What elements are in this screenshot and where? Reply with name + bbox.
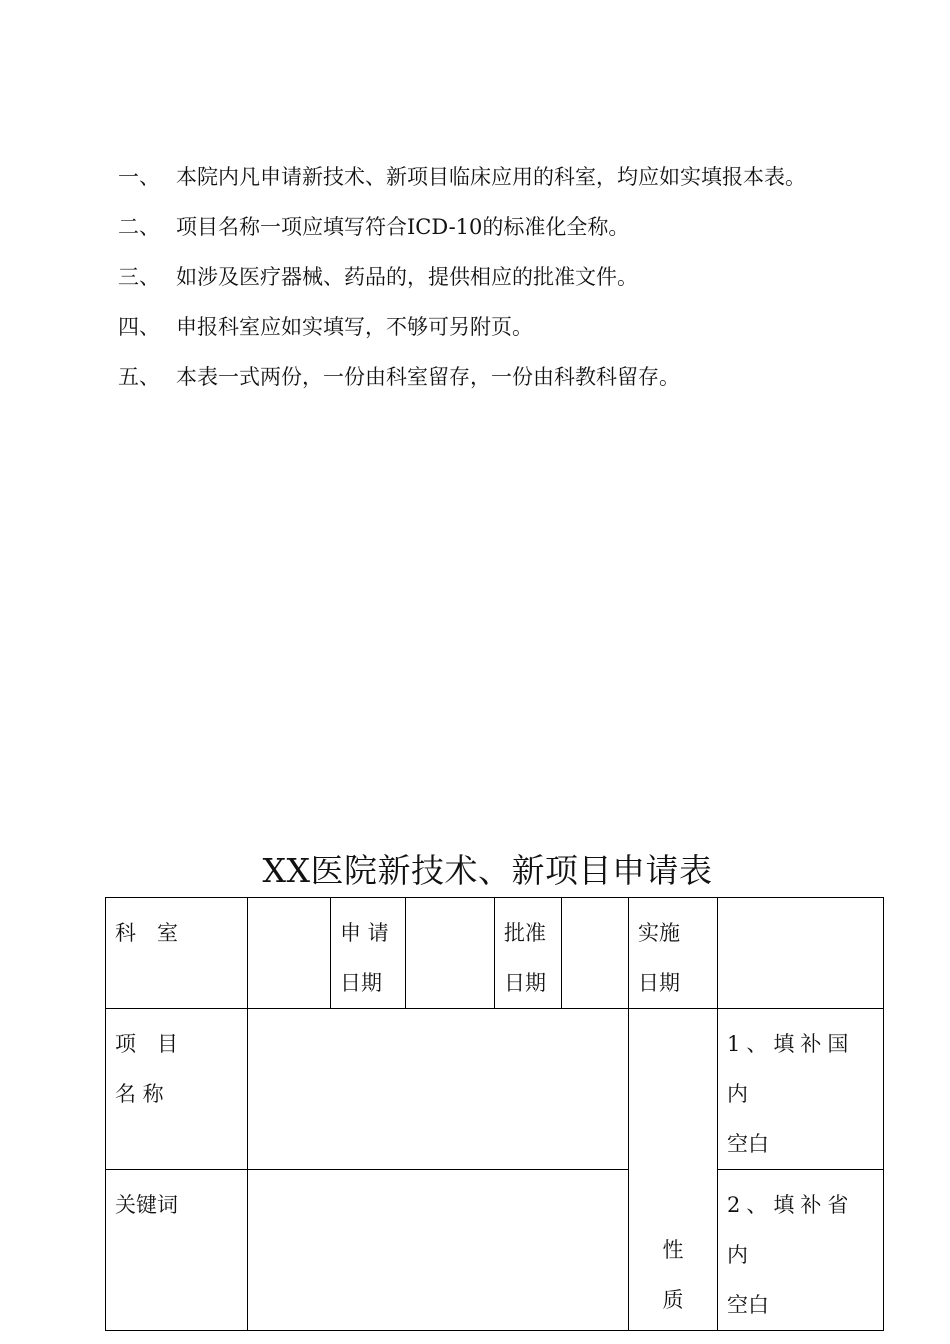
form-row-keywords: [106, 1170, 884, 1331]
instructions-list: [118, 152, 858, 402]
instruction-text: 本院内凡申请新技术、新项目临床应用的科室，均应如实填报本表。: [176, 165, 806, 189]
approve-date-field[interactable]: [562, 898, 629, 1009]
nature-option-1-line1: 1、填补国内: [727, 1032, 855, 1106]
instruction-number: 二、: [118, 215, 160, 239]
form-row-dates: [106, 898, 884, 1009]
instruction-text: 本表一式两份，一份由科室留存，一份由科教科留存。: [176, 365, 680, 389]
nature-option-2-line2: 空白: [727, 1293, 769, 1317]
project-name-field[interactable]: [248, 1009, 629, 1170]
instruction-number: 五、: [118, 365, 160, 389]
apply-date-label-cell: [331, 898, 406, 1009]
nature-label-line1: 性: [662, 1238, 684, 1262]
impl-date-label-cell: [629, 898, 718, 1009]
project-name-label-line2: 名 称: [115, 1082, 164, 1106]
instruction-item: [118, 152, 858, 202]
instruction-item: [118, 252, 858, 302]
apply-date-label-line2: 日期: [340, 971, 382, 995]
impl-date-label-line2: 日期: [638, 971, 680, 995]
department-label-cell: [106, 898, 248, 1009]
apply-date-field[interactable]: [406, 898, 495, 1009]
impl-date-label-line1: 实施: [638, 921, 680, 945]
apply-date-label-line1: 申 请: [340, 921, 389, 945]
instruction-number: 一、: [118, 165, 160, 189]
keywords-label: 关键词: [115, 1193, 178, 1217]
approve-date-label-line1: 批准: [504, 921, 546, 945]
nature-label-cell: [629, 1009, 718, 1331]
instruction-text: 项目名称一项应填写符合ICD-10的标准化全称。: [176, 215, 630, 239]
instruction-item: [118, 202, 858, 252]
instruction-number: 四、: [118, 315, 160, 339]
nature-option-1-line2: 空白: [727, 1132, 769, 1156]
form-row-project-name: [106, 1009, 884, 1170]
nature-option-1[interactable]: [718, 1009, 884, 1170]
instruction-text: 如涉及医疗器械、药品的，提供相应的批准文件。: [176, 265, 638, 289]
instruction-text: 申报科室应如实填写，不够可另附页。: [176, 315, 533, 339]
approve-date-label-cell: [495, 898, 562, 1009]
instruction-item: [118, 352, 858, 402]
approve-date-label-line2: 日期: [504, 971, 546, 995]
nature-label-line2: 质: [662, 1288, 684, 1312]
project-name-label-line1: 项 目: [115, 1032, 178, 1056]
department-field[interactable]: [248, 898, 331, 1009]
nature-option-2[interactable]: [718, 1170, 884, 1331]
instruction-number: 三、: [118, 265, 160, 289]
department-label: 科 室: [115, 921, 178, 945]
project-name-label-cell: [106, 1009, 248, 1170]
instruction-item: [118, 302, 858, 352]
keywords-field[interactable]: [248, 1170, 629, 1331]
application-form-table: [105, 897, 884, 1331]
keywords-label-cell: [106, 1170, 248, 1331]
form-title: XX医院新技术、新项目申请表: [262, 851, 713, 890]
nature-option-2-line1: 2、填补省内: [727, 1193, 855, 1267]
impl-date-field[interactable]: [718, 898, 884, 1009]
